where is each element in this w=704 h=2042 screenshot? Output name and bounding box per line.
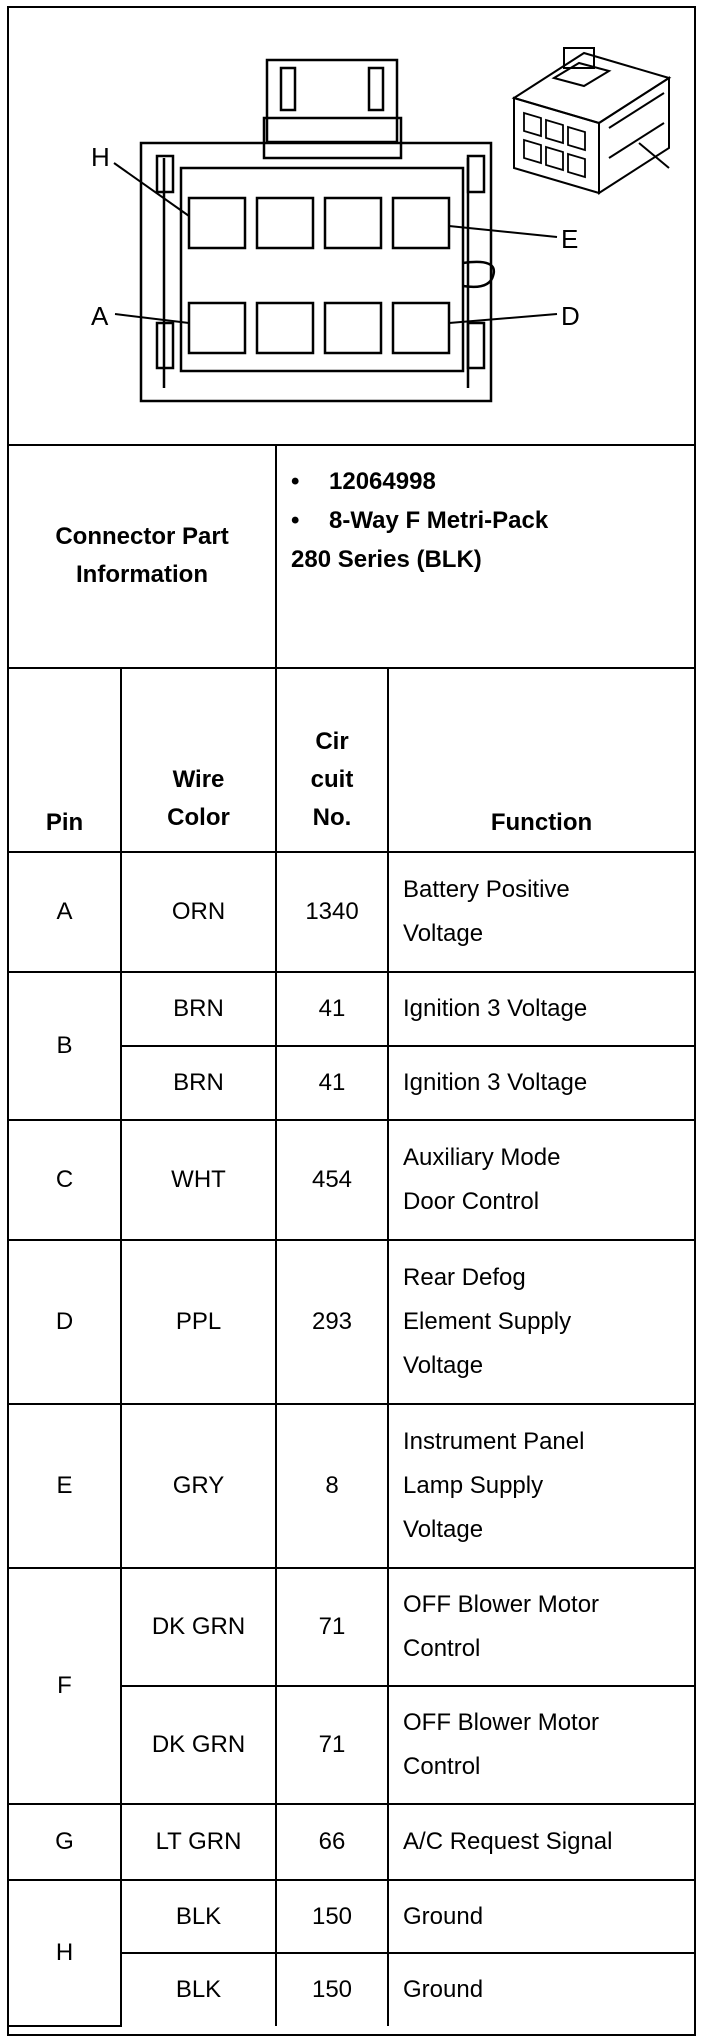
callout-line-e [449,226,557,237]
wire-color-cell: ORN [121,852,276,972]
wire-color-cell: GRY [121,1404,276,1568]
wire-color-cell: DK GRN [121,1686,276,1804]
function-cell: Ground [388,1880,694,1953]
callout-line-d [449,314,557,323]
circuit-cell: 150 [276,1953,388,2026]
table-header-row [9,668,694,852]
cavity-d [393,303,449,353]
table-row [9,1240,694,1404]
function-cell: Battery Positive Voltage [388,852,694,972]
callout-a: A [91,301,109,331]
pin-cell: G [9,1804,121,1880]
pin-cell: B [9,972,121,1120]
callout-d: D [561,301,580,331]
connector-info-row [9,444,694,668]
circuit-cell: 71 [276,1568,388,1686]
connector-series: 280 Series (BLK) [291,546,482,573]
cavity-b [257,303,313,353]
part-number: • 12064998 [291,462,680,501]
function-cell: A/C Request Signal [388,1804,694,1880]
function-cell: Ignition 3 Voltage [388,972,694,1046]
connector-diagram [9,8,694,446]
cavity-f [325,198,381,248]
function-cell: OFF Blower Motor Control [388,1568,694,1686]
function-cell: OFF Blower Motor Control [388,1686,694,1804]
cavity-c [325,303,381,353]
connector-body [141,143,491,401]
header-wire-color: Wire Color [121,668,276,852]
callout-e: E [561,224,579,254]
function-cell: Ignition 3 Voltage [388,1046,694,1120]
table-row [9,1568,694,1686]
circuit-cell: 454 [276,1120,388,1240]
cavity-e [393,198,449,248]
table-row [9,972,694,1046]
cavity-h [189,198,245,248]
callout-h: H [91,142,110,172]
circuit-cell: 41 [276,972,388,1046]
callout-line-a [115,314,189,323]
circuit-cell: 150 [276,1880,388,1953]
connector-face-drawing [9,8,694,444]
function-cell: Instrument Panel Lamp Supply Voltage [388,1404,694,1568]
wire-color-cell: DK GRN [121,1568,276,1686]
pin-table [9,444,694,2027]
pin-cell: F [9,1568,121,1804]
wire-color-cell: BRN [121,972,276,1046]
table-row [9,1404,694,1568]
wire-color-cell: BRN [121,1046,276,1120]
circuit-cell: 71 [276,1686,388,1804]
connector-sheet [7,6,696,2036]
pin-cell: C [9,1120,121,1240]
cavity-g [257,198,313,248]
callout-line-h [114,163,189,216]
wire-color-cell: PPL [121,1240,276,1404]
function-cell: Ground [388,1953,694,2026]
connector-isometric-icon [514,48,669,193]
connector-latch [267,60,397,142]
pin-cell: D [9,1240,121,1404]
table-row [9,1804,694,1880]
circuit-cell: 293 [276,1240,388,1404]
connector-description: • 8-Way F Metri-Pack [291,501,680,540]
connector-info-value [276,444,694,668]
table-row [9,1880,694,1953]
pin-cell: H [9,1880,121,2026]
wire-color-cell: BLK [121,1953,276,2026]
wire-color-cell: LT GRN [121,1804,276,1880]
cavity-a [189,303,245,353]
connector-info-label: Connector Part Information [9,444,276,668]
circuit-cell: 1340 [276,852,388,972]
function-cell: Rear Defog Element Supply Voltage [388,1240,694,1404]
header-circuit-no: Cir cuit No. [276,668,388,852]
wire-color-cell: BLK [121,1880,276,1953]
circuit-cell: 66 [276,1804,388,1880]
table-row [9,852,694,972]
header-function: Function [388,668,694,852]
pin-cell: A [9,852,121,972]
function-cell: Auxiliary Mode Door Control [388,1120,694,1240]
circuit-cell: 8 [276,1404,388,1568]
header-pin: Pin [9,668,121,852]
circuit-cell: 41 [276,1046,388,1120]
wire-color-cell: WHT [121,1120,276,1240]
pin-cell: E [9,1404,121,1568]
table-row [9,1120,694,1240]
